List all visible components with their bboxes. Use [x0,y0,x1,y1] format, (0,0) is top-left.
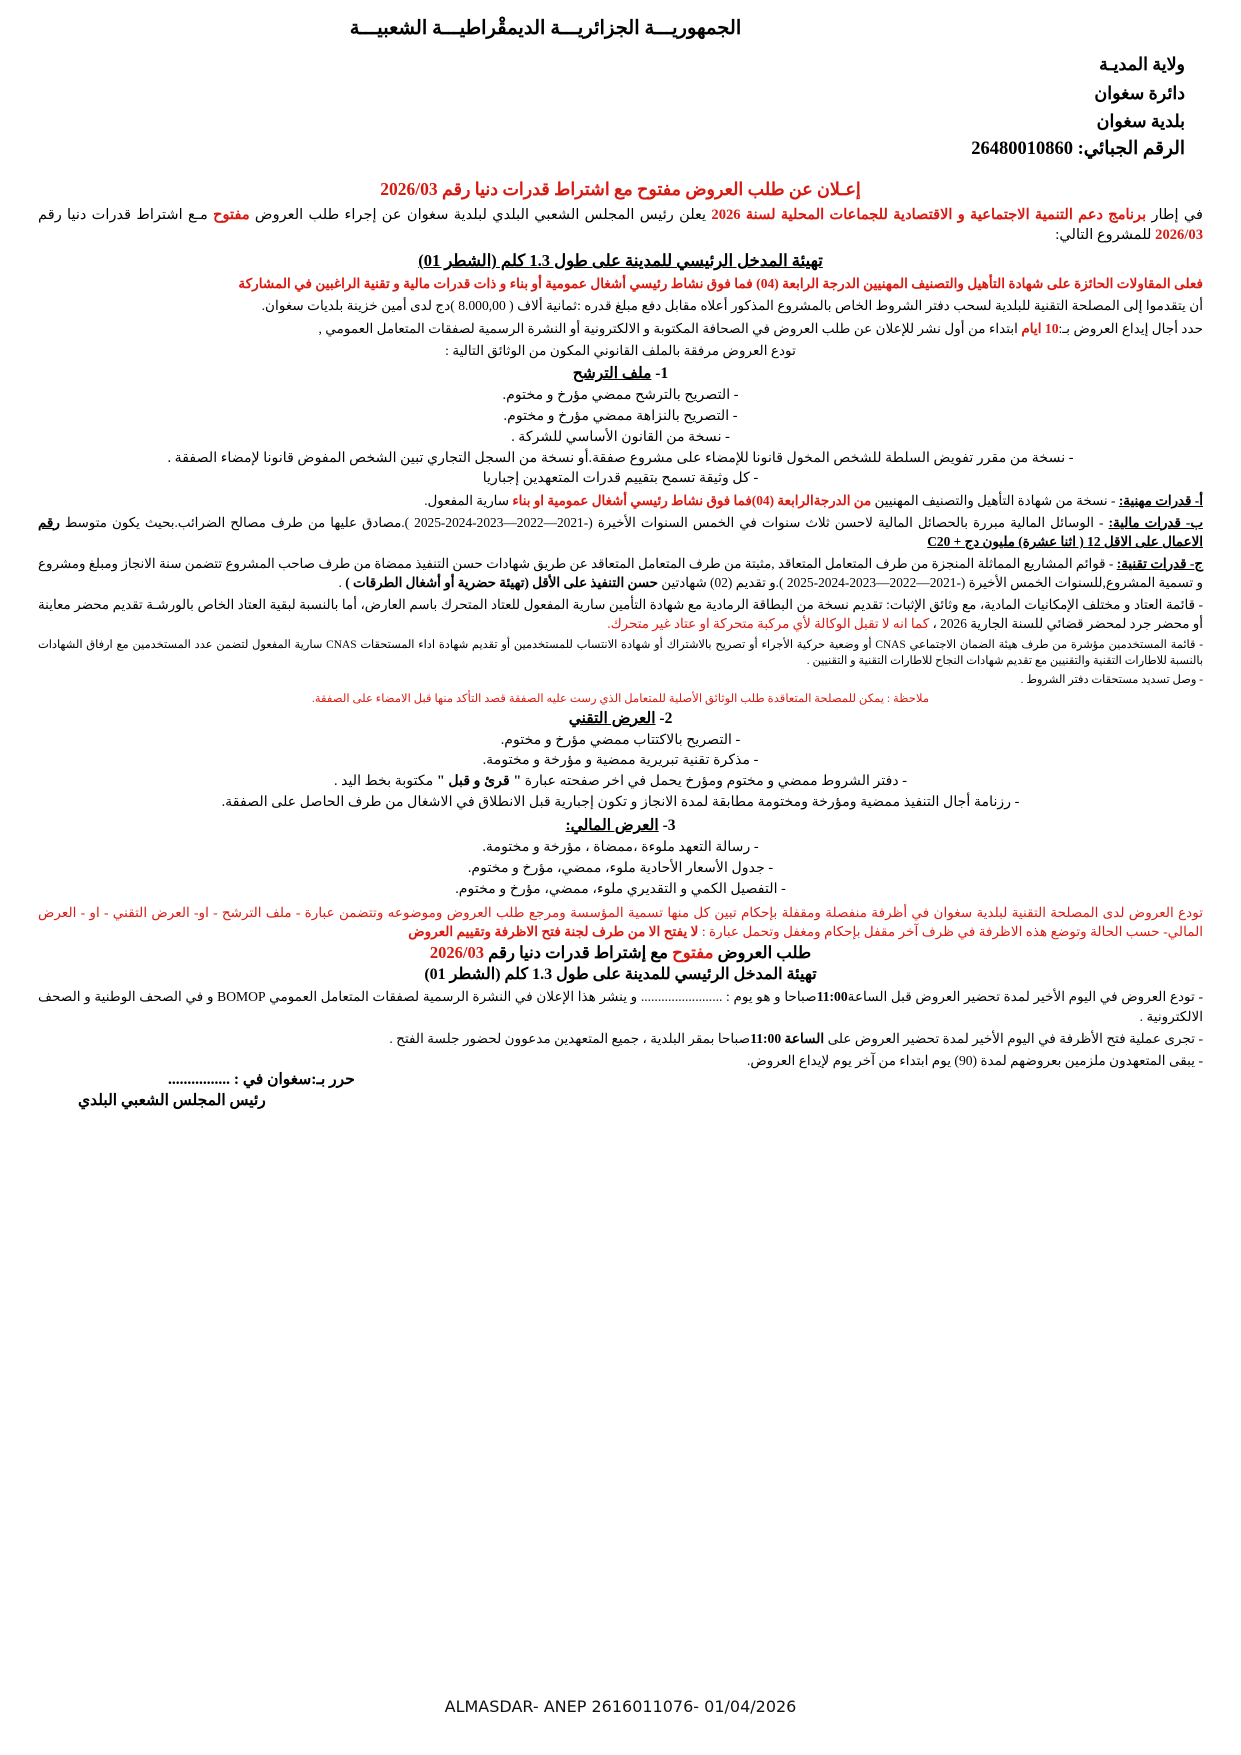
spec-phrase: " قرئ و قبل " [436,773,522,790]
title-open-word: مفتوح [637,179,681,200]
eligibility-paragraph-2: أن يتقدموا إلى المصلحة التقنية للبلدية لسحب دفتر الشروط الخاص بالمشروع المذكور أعلاه مقابل دفع مبلغ قدره :ثمانية ألاف ( 8.000,00 )دج لدى أمين خزينة بلديات سغوان. [261,298,1203,314]
deadline-2-time: الساعة 11:00 [750,1030,825,1046]
fiscal-number-line [38,135,1185,165]
documents-intro: تودع العروض مرفقة بالملف القانوني المكون من الوثائق التالية : [445,343,796,359]
intro-paragraph [38,205,1203,246]
list-item: - نسخة من القانون الأساسي للشركة . [511,428,730,445]
deadline-2-a: - تجرى عملية فتح الأظرفة في اليوم الأخير لمدة تحضير العروض على [827,1030,1203,1046]
project-title [38,251,1203,271]
list-item: - رسالة التعهد ملوءة ،ممضاة ، مؤرخة و مختومة. [482,839,759,856]
section-1-items [38,385,1203,489]
submission-paragraph [38,903,1203,942]
deadline-suffix: ابتداء من أول نشر للإعلان عن طلب العروض في الصحافة المكتوبة و الالكترونية أو النشرة الرسمية لصفقات المتعامل العمومي , [318,320,1018,336]
submission-sealed-phrase: لا يفتح الا من طرف لجنة فتح الاظرفة وتقييم العروض [408,923,699,939]
payment-receipt: - وصل تسديد مستحقات دفتر الشروط . [1020,674,1203,687]
capacity-professional-black1: - نسخة من شهادة التأهيل والتصنيف المهنيين [874,493,1116,509]
title-part1: إعـلان عن طلب العروض [685,179,861,200]
capacity-financial-label: ب- قدرات مالية: [1108,514,1203,530]
section-2-items [38,730,1203,813]
deadline-1-a: - تودع العروض في اليوم الأخير لمدة تحضير العروض قبل الساعة [847,989,1204,1005]
list-item: - نسخة من مقرر تفويض السلطة للشخص المخول قانونا للإمضاء على مشروع صفقة.أو نسخة من السجل التجاري تبين الشخص المفوض قانونا لإمضاء الصفقة . [167,449,1074,466]
capacity-technical-black2: . [338,575,342,591]
intro-program: برنامج دعم التنمية الاجتماعية و الاقتصادية للجماعات المحلية [780,206,1147,223]
eligibility-p1-a: فعلى المقاولات الحائزة على شهادة التأهيل والتصنيف المهنيين الدرجة [822,276,1203,292]
intro-line-start: في إطار [1151,206,1203,223]
envelope-title-open: مفتوح [672,943,714,963]
deadline-days: 10 ايام [1021,320,1059,336]
list-item-text: مذكرة تقنية تبريرية ممضية و مؤرخة و مختومة. [482,752,751,769]
announcement-title [38,177,1203,202]
daira-line: دائرة سغوان [1094,82,1185,103]
section-3-number: 3- [662,817,676,835]
deadline-1-b: صباحا و هو يوم : ........................ و ينشر هذا الإعلان في النشرة الرسمية لصفقات المتعامل العمومي BOMOP و في الصحف الوطنية و الصحف الالكترونية . [38,989,1203,1024]
intro-number: 2026/03 [1155,227,1203,244]
deadline-2-b: صباحا بمقر البلدية ، جميع المتعهدين مدعوون لحضور جلسة الفتح . [389,1030,751,1046]
capacity-professional-label: أ- قدرات مهنية: [1118,493,1203,509]
list-item: - رزنامة أجال التنفيذ ممضية ومؤرخة ومختومة مطابقة لمدة الانجاز و تكون إجبارية قبل الانطلاق في الاشغال من طرف الحاصل على الصفقة. [221,793,1020,810]
list-item: - التصريح بالاكتتاب ممضي مؤرخ و مختوم. [500,731,741,748]
capacity-financial [38,513,1203,552]
list-item: - التصريح بالنزاهة ممضي مؤرخ و مختوم. [503,408,738,425]
list-item: - التفصيل الكمي و التقديري ملوء، ممضي، مؤرخ و مختوم. [455,880,786,897]
section-3-heading [38,816,1203,835]
list-item: - كل وثيقة تسمح بتقييم قدرات المتعهدين إجباريا [482,470,759,487]
capacity-professional [38,491,1203,511]
eligibility-paragraph-3 [38,319,1203,338]
section-1-title: ملف الترشح [572,365,652,383]
section-1-heading [38,364,1203,383]
place-date-line: حرر بـ:سغوان في : ................ [168,1071,355,1089]
capacity-professional-red: من الدرجةالرابعة (04)فما فوق نشاط رئيسي أشغال عمومية او بناء [512,493,872,509]
staff-list: - قائمة المستخدمين مؤشرة من طرف هيئة الضمان الاجتماعي CNAS أو وضعية حركية الأجراء أو تصريح بالاشتراك أو شهادة الانتساب للمستخدمين أو تقديم شهادة اداء المستحقات CNAS سارية المفعول لتضمن عدد المستخدمين مع ارفاق الشهادات بالنسبة للاطارات التقنية والتقنيين مع تقديم شهادات النجاح للاطارات التقنية و التقنيين . [38,638,1203,668]
president-signature: رئيس المجلس الشعبي البلدي [78,1092,266,1110]
deadline-line-3: - يبقى المتعهدون ملزمين بعروضهم لمدة (90) يوم ابتداء من آخر يوم لإيداع العروض. [746,1053,1203,1069]
section-1-note: ملاحظة : يمكن للمصلحة المتعاقدة طلب الوثائق الأصلية للمتعامل الذي رست عليه الصفقة قصد التأكد منها قبل الامضاء على الصفقة. [311,691,930,705]
equipment-list-text: - قائمة العتاد و مختلف الإمكانيات المادية، مع وثائق الإثبات: تقديم نسخة من البطاقة الرمادية مع شهادة التأمين سارية المفعول للعتاد المتحرك باسم العارض، أما بالنسبة لبقية العتاد الخاص بالورشـة تقديم محضر معاينة أو محضر جرد لمحضر قضائي للسنة الجارية 2026 ، [38,596,1203,632]
capacity-technical [38,554,1203,593]
list-item: - التصريح بالترشح ممضي مؤرخ و مختوم. [502,387,739,404]
intro-body2: مـع اشتراط قدرات دنيا رقم [38,206,208,223]
section-1-number: 1- [655,365,669,383]
eligibility-paragraph-1 [38,274,1203,293]
section-2-heading [38,709,1203,728]
section-2-title: العرض التقني [568,709,656,727]
capacity-technical-black1: - قوائم المشاريع المماثلة المنجزة من طرف المتعامل المتعاقد ,مثبتة من طرف المتعامل المتعاقد عن طريق شهادات حسن التنفيذ ممضاة من طرف صاحب المشروع تتضمن سنة الانجاز ومبلغ ومشروع و تسمية المشروع,للسنوات الخمس الأخيرة (-2021—2022—2023-2024-2025 ).و تقديم (02) شهادتين [38,555,1203,591]
list-item-text: نسخة من القانون الأساسي للشركة . [511,428,722,445]
equipment-list-note: كما انه لا تقبل الوكالة لأي مركبة متحركة او عتاد غير متحرك. [607,616,930,632]
intro-body: يعلن رئيس المجلس الشعبي البلدي لبلدية سغوان عن إجراء طلب العروض [254,206,707,223]
equipment-list [38,595,1203,634]
capacity-professional-black2: سارية المفعول. [424,493,509,509]
list-item-text: التصريح بالاكتتاب ممضي مؤرخ و مختوم. [500,731,732,748]
deadline-line-2 [38,1029,1203,1048]
eligibility-p1-b: الراغبين في المشاركة [238,276,361,292]
list-item-text: التصريح بالنزاهة ممضي مؤرخ و مختوم. [503,408,730,425]
eligibility-p1-red: الرابعة (04) فما فوق نشاط رئيسي أشغال عمومية أو بناء و ذات قدرات مالية و تقنية [363,276,820,292]
envelope-title-b: مع إشتراط قدرات دنيا رقم [488,943,668,963]
section-3-items [38,837,1203,899]
republic-header: الجمهوريـــة الجزائريـــة الديمقْراطيـــة الشعبيـــة [349,18,742,39]
section-3-title: العرض المالي: [565,817,659,835]
administration-block [38,50,1203,165]
intro-year-label: لسنة [745,206,776,223]
wilaya-line: ولاية المديـة [1099,54,1185,75]
list-item-text: نسخة من مقرر تفويض السلطة للشخص المخول قانونا للإمضاء على مشروع صفقة.أو نسخة من السجل التجاري تبين الشخص المفوض قانونا لإمضاء الصفقة . [167,449,1066,466]
list-item-text: التصريح بالترشح ممضي مؤرخ و مختوم. [502,387,731,404]
intro-year: 2026 [711,206,741,223]
envelope-title-number: 2026/03 [429,943,484,963]
list-item-specifications: - دفتر الشروط ممضي و مختوم ومؤرخ يحمل في اخر صفحته عبارة " قرئ و قبل " مكتوبة بخط اليد . [333,773,907,790]
spec-text-1: دفتر الشروط ممضي و مختوم ومؤرخ يحمل في اخر صفحته عبارة [524,773,899,790]
list-item: - جدول الأسعار الأحادية ملوء، ممضي، مؤرخ و مختوم. [467,860,774,877]
capacity-technical-label: ج- قدرات تقنية: [1116,555,1203,571]
envelope-title-line-2: تهيئة المدخل الرئيسي للمدينة على طول 1.3 كلم (الشطر 01) [424,966,817,984]
list-item: - مذكرة تقنية تبريرية ممضية و مؤرخة و مختومة. [482,752,759,769]
baladiya-line: بلدية سغوان [1096,110,1185,131]
intro-body3: للمشروع التالي: [1055,227,1152,244]
envelope-title-a: طلب العروض [717,943,812,963]
list-item-text: كل وثيقة تسمح بتقييم قدرات المتعهدين إجباريا [482,470,750,487]
title-part2: مع اشتراط قدرات دنيا رقم [441,179,633,200]
document-body [38,14,1203,1110]
project-title-text: تهيئة المدخل الرئيسي للمدينة على طول 1.3 كلم (الشطر 01) [418,251,823,271]
fiscal-number: 26480010860 [971,139,1073,160]
document-footer: ALMASDAR- ANEP 2616011076- 01/04/2026 [444,1697,797,1716]
intro-open-word: مفتوح [213,206,250,223]
capacity-technical-red: حسن التنفيذ على الأقل (تهيئة حضرية أو أشغال الطرقات ) [345,575,658,591]
list-item-text: رزنامة أجال التنفيذ ممضية ومؤرخة ومختومة مطابقة لمدة الانجاز و تكون إجبارية قبل الانطلاق في الاشغال من طرف الحاصل على الصفقة. [221,793,1012,810]
envelope-title-line-1 [38,943,1203,963]
deadline-line-1 [38,987,1203,1026]
fiscal-label: الرقم الجبائي: [1077,139,1185,160]
capacity-financial-red: رقم الاعمال على الاقل 12 ( اثنا عشرة) مليون دج + C20 [38,514,1203,550]
deadline-1-time: 11:00 [816,989,848,1005]
submission-text: تودع العروض لدى المصلحة التقنية لبلدية سغوان في أظرفة منفصلة ومقفلة بإحكام تبين كل منها تسمية المؤسسة ومرجع طلب العروض وموضوعه وتتضمن عبارة - ملف الترشح - او- العرض التقني - او - العرض المالي- حسب الحالة وتوضع هذه الاظرفة في ظرف آخر مقفل بإحكام ومغفل وتحمل عبارة : [38,904,1203,939]
section-2-number: 2- [659,709,673,727]
title-number: 2026/03 [380,179,438,200]
deadline-prefix: حدد أجال إيداع العروض بـ: [1058,320,1203,336]
capacity-financial-black1: - الوسائل المالية مبررة بالحصائل المالية لاحسن ثلاث سنوات في الخمس السنوات الأخيرة (-2021—2022—2023-2024-2025 ).مصادق عليها من طرف مصالح الضرائب.بحيث يكون متوسط [64,514,1104,530]
spec-text-2: مكتوبة بخط اليد . [333,773,434,790]
